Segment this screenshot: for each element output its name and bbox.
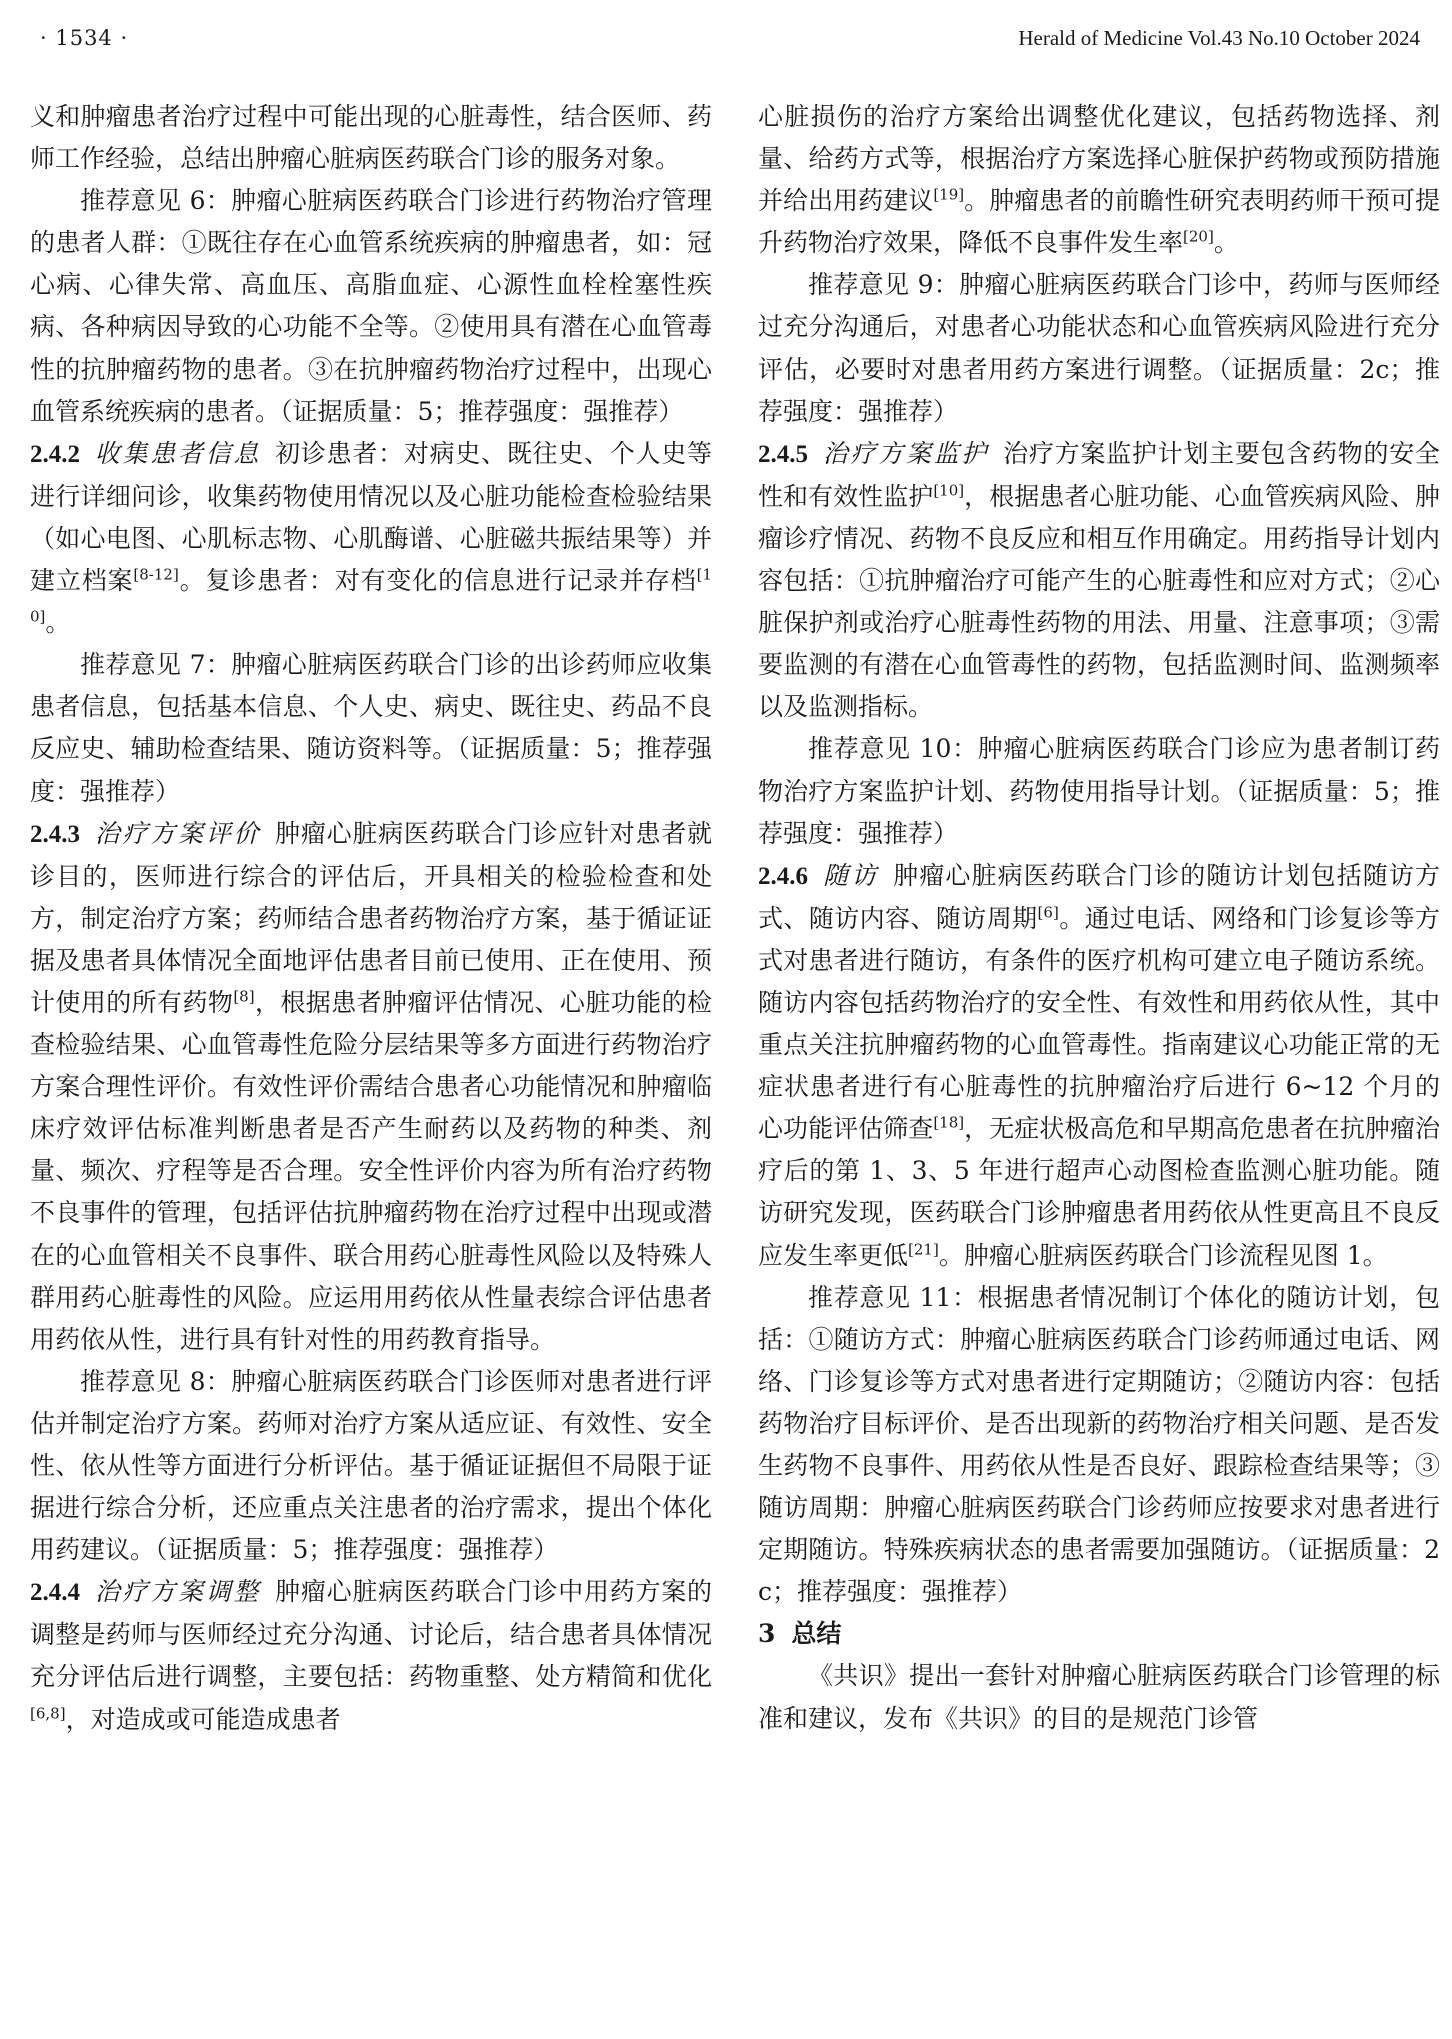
paragraph: 《共识》提出一套针对肿瘤心脏病医药联合门诊管理的标准和建议，发布《共识》的目的是规范门诊管 [758, 1661, 1440, 1733]
section-number: 2.4.4 [30, 1579, 80, 1607]
section-text: 。复诊患者：对有变化的信息进行记录并存档 [178, 566, 697, 596]
section-text: 肿瘤心脏病医药联合门诊应针对患者就诊目的，医师进行综合的评估后，开具相关的检验检查和处方，制定治疗方案；药师结合患者药物治疗方案，基于循证证据及患者具体情况全面地评估患者目前已使用、正在使用、预计使用的所有药物 [30, 818, 712, 1017]
citation: [10] [933, 481, 965, 500]
citation: [21] [908, 1240, 939, 1259]
recommendation-6: 推荐意见 6：肿瘤心脏病医药联合门诊进行药物治疗管理的患者人群：①既往存在心血管系统疾病的肿瘤患者，如：冠心病、心律失常、高血压、高脂血症、心源性血栓栓塞性疾病、各种病因导致的心功能不全等。②使用具有潜在心血管毒性的抗肿瘤药物的患者。③在抗肿瘤药物治疗过程中，出现心血管系统疾病的患者。（证据质量：5；推荐强度：强推荐） [30, 186, 712, 426]
section-title: 治疗方案监护 [822, 438, 990, 468]
section-number: 2.4.3 [30, 820, 80, 848]
recommendation-8: 推荐意见 8：肿瘤心脏病医药联合门诊医师对患者进行评估并制定治疗方案。药师对治疗方案从适应证、有效性、安全性、依从性等方面进行分析评估。基于循证证据但不局限于证据进行综合分析，还应重点关注患者的治疗需求，提出个体化用药建议。（证据质量：5；推荐强度：强推荐） [30, 1366, 712, 1565]
citation: [6,8] [30, 1704, 66, 1723]
section-text: 治疗方案监护计划主要包含药物的安全性和有效性监护 [758, 438, 1440, 511]
section-2-4-2 [30, 433, 712, 644]
section-text: 初诊患者：对病史、既往史、个人史等进行详细问诊，收集药物使用情况以及心脏功能检查检验结果（如心电图、心肌标志物、心肌酶谱、心脏磁共振结果等）并建立档案 [30, 438, 712, 596]
section-title: 治疗方案评价 [94, 818, 262, 848]
journal-info: Herald of Medicine Vol.43 No.10 October 2024 [1018, 26, 1420, 50]
citation: [8-12] [133, 565, 179, 584]
section-title: 总结 [791, 1619, 842, 1649]
section-title: 随访 [822, 860, 880, 890]
section-2-4-3 [30, 813, 712, 1361]
citation: [20] [1183, 227, 1214, 246]
citation: [8] [233, 987, 255, 1006]
recommendation-10: 推荐意见 10：肿瘤心脏病医药联合门诊应为患者制订药物治疗方案监护计划、药物使用指导计划。（证据质量：5；推荐强度：强推荐） [758, 734, 1440, 848]
recommendation-7: 推荐意见 7：肿瘤心脏病医药联合门诊的出诊药师应收集患者信息，包括基本信息、个人史、病史、既往史、药品不良反应史、辅助检查结果、随访资料等。（证据质量：5；推荐强度：强推荐） [30, 650, 712, 806]
section-2-4-5 [758, 433, 1440, 729]
section-title: 治疗方案调整 [94, 1577, 262, 1607]
left-column [30, 96, 712, 1741]
section-text: 。肿瘤心脏病医药联合门诊流程见图 1。 [938, 1240, 1388, 1270]
text-run: 。 [1213, 228, 1239, 258]
text-run: 。肿瘤患者的前瞻性研究表明药师干预可提升药物治疗效果，降低不良事件发生率 [758, 186, 1440, 258]
paragraph [758, 96, 1440, 264]
citation: [10] [30, 565, 712, 626]
section-number: 2.4.6 [758, 862, 808, 890]
right-column [758, 96, 1440, 1740]
text-run: 心脏损伤的治疗方案给出调整优化建议，包括药物选择、剂量、给药方式等，根据治疗方案选择心脏保护药物或预防措施并给出用药建议 [758, 102, 1440, 216]
section-number: 2.4.5 [758, 440, 808, 468]
section-title: 收集患者信息 [94, 438, 262, 468]
section-2-4-4 [30, 1571, 712, 1740]
page-number: · 1534 · [40, 26, 129, 50]
page-header [40, 26, 1420, 60]
section-text: ，根据患者心脏功能、心血管疾病风险、肿瘤诊疗情况、药物不良反应和相互作用确定。用药指导计划内容包括：①抗肿瘤治疗可能产生的心脏毒性和应对方式；②心脏保护剂或治疗心脏毒性药物的用法、用量、注意事项；③需要监测的有潜在心血管毒性的药物，包括监测时间、监测频率以及监测指标。 [758, 481, 1440, 722]
section-text: ，对造成或可能造成患者 [65, 1704, 341, 1734]
section-2-4-6 [758, 855, 1440, 1277]
section-text: 。 [45, 608, 71, 638]
paragraph: 义和肿瘤患者治疗过程中可能出现的心脏毒性，结合医师、药师工作经验，总结出肿瘤心脏病医药联合门诊的服务对象。 [30, 102, 712, 174]
section-text: ，无症状极高危和早期高危患者在抗肿瘤治疗后的第 1、3、5 年进行超声心动图检查监测心脏功能。随访研究发现，医药联合门诊肿瘤患者用药依从性更高且不良反应发生率更低 [758, 1114, 1440, 1270]
recommendation-11: 推荐意见 11：根据患者情况制订个体化的随访计划，包括：①随访方式：肿瘤心脏病医药联合门诊药师通过电话、网络、门诊复诊等方式对患者进行定期随访；②随访内容：包括药物治疗目标评价、是否出现新的药物治疗相关问题、是否发生药物不良事件、用药依从性是否良好、跟踪检查结果等；③随访周期：肿瘤心脏病医药联合门诊药师应按要求对患者进行定期随访。特殊疾病状态的患者需要加强随访。（证据质量：2c；推荐强度：强推荐） [758, 1282, 1440, 1607]
section-text: ，根据患者肿瘤评估情况、心脏功能的检查检验结果、心血管毒性危险分层结果等多方面进行药物治疗方案合理性评价。有效性评价需结合患者心功能情况和肿瘤临床疗效评估标准判断患者是否产生耐药以及药物的种类、剂量、频次、疗程等是否合理。安全性评价内容为所有治疗药物不良事件的管理，包括评估抗肿瘤药物在治疗过程中出现或潜在的心血管相关不良事件、联合用药心脏毒性风险以及特殊人群用药心脏毒性的风险。应运用用药依从性量表综合评估患者用药依从性，进行具有针对性的用药教育指导。 [30, 987, 712, 1354]
section-text: 肿瘤心脏病医药联合门诊中用药方案的调整是药师与医师经过充分沟通、讨论后，结合患者具体情况充分评估后进行调整，主要包括：药物重整、处方精简和优化 [30, 1577, 712, 1692]
citation: [6] [1037, 903, 1059, 922]
citation: [19] [933, 185, 965, 204]
section-3-heading [758, 1613, 1440, 1655]
citation: [18] [933, 1113, 965, 1132]
recommendation-9: 推荐意见 9：肿瘤心脏病医药联合门诊中，药师与医师经过充分沟通后，对患者心功能状态和心血管疾病风险进行充分评估，必要时对患者用药方案进行调整。（证据质量：2c；推荐强度：强推荐） [758, 270, 1440, 426]
section-number: 2.4.2 [30, 440, 80, 468]
section-text: 。通过电话、网络和门诊复诊等方式对患者进行随访，有条件的医疗机构可建立电子随访系统。随访内容包括药物治疗的安全性、有效性和用药依从性，其中重点关注抗肿瘤药物的心血管毒性。指南建议心功能正常的无症状患者进行有心脏毒性的抗肿瘤治疗后进行 6~12 个月的心功能评估筛查 [758, 903, 1440, 1144]
section-number: 3 [758, 1619, 776, 1649]
section-text: 肿瘤心脏病医药联合门诊的随访计划包括随访方式、随访内容、随访周期 [758, 860, 1440, 933]
